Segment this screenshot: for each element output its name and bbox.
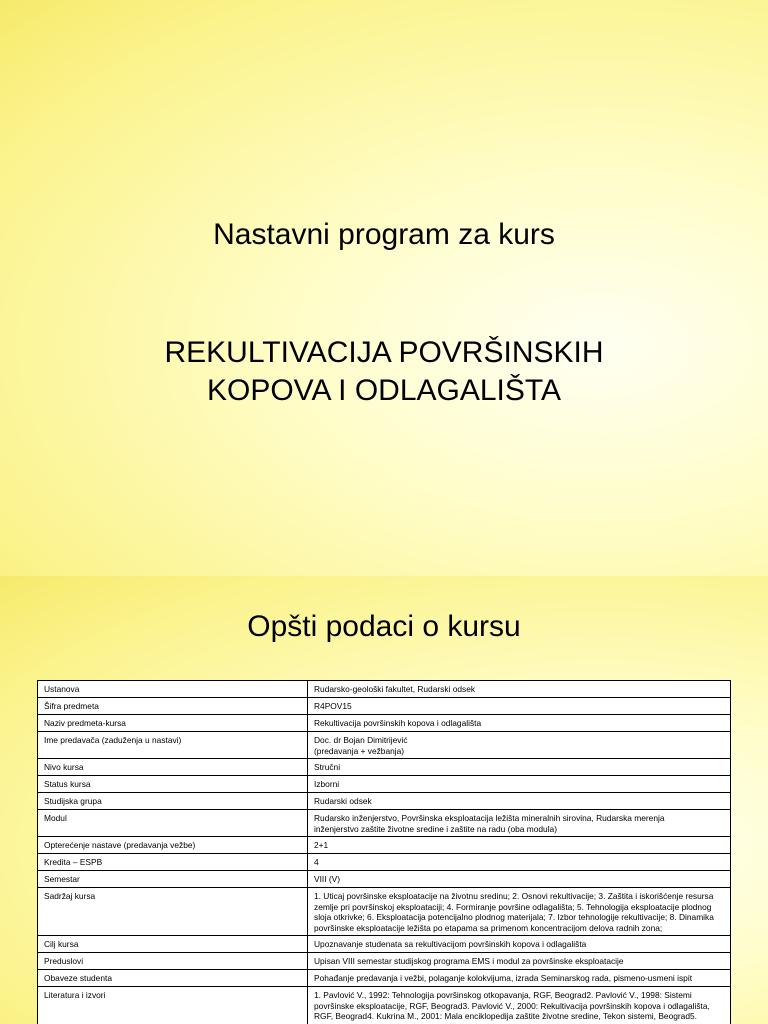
table-row (38, 681, 731, 698)
row-label: Naziv predmeta-kursa (38, 715, 308, 732)
row-value: Upoznavanje studenata sa rekultivacijom površinskih kopova i odlagališta (308, 936, 731, 953)
row-value: Upisan VIII semestar studijskog programa EMS i modul za površinske eksploatacije (308, 953, 731, 970)
row-value: 4 (308, 854, 731, 871)
table-row (38, 854, 731, 871)
course-title-line-1: REKULTIVACIJA POVRŠINSKIH (164, 336, 604, 369)
row-label: Obaveze studenta (38, 970, 308, 987)
course-title-line-2: KOPOVA I ODLAGALIŠTA (206, 374, 561, 407)
table-row (38, 837, 731, 854)
row-value: Rudarski odsek (308, 793, 731, 810)
row-label: Status kursa (38, 776, 308, 793)
row-value: VIII (V) (308, 871, 731, 888)
row-value: Pohađanje predavanja i vežbi, polaganje kolokvijuma, izrada Seminarskog rada, pismeno-usmeni ispit (308, 970, 731, 987)
row-label: Opterećenje nastave (predavanja vežbe) (38, 837, 308, 854)
course-title (0, 334, 768, 410)
row-value: Stručni (308, 759, 731, 776)
row-value: 1. Pavlović V., 1992: Tehnologija površinskog otkopavanja, RGF, Beograd2. Pavlović V., 1998: Sistemi površinske eksploatacije, RGF, Beograd3. Pavlović V., 2000: Rekultivacija površinskih kopova i odlagališta, RGF, Beograd4. Kukrina M., 2001: Mala enciklopedija zaštite životne sredine, Tekon sistemi, Beograd5. (308, 987, 731, 1024)
row-value: Doc. dr Bojan Dimitrijević (predavanja + vežbanja) (308, 732, 731, 759)
row-label: Semestar (38, 871, 308, 888)
row-label: Šifra predmeta (38, 698, 308, 715)
row-value: Rudarsko inženjerstvo, Površinska eksploatacija ležišta mineralnih sirovina, Rudarska merenja inženjerstvo zaštite životne sredine i zaštite na radu (oba modula) (308, 810, 731, 837)
row-label: Ime predavača (zaduženja u nastavi) (38, 732, 308, 759)
row-label: Preduslovi (38, 953, 308, 970)
row-label: Nivo kursa (38, 759, 308, 776)
table-row (38, 970, 731, 987)
slide-title-heading: Nastavni program za kurs (213, 218, 555, 251)
table-row (38, 953, 731, 970)
table-row (38, 871, 731, 888)
table-row (38, 888, 731, 936)
table-row (38, 715, 731, 732)
row-value: R4POV15 (308, 698, 731, 715)
row-value: 1. Uticaj površinske eksploatacije na životnu sredinu; 2. Osnovi rekultivacije; 3. Zaštita i iskorišćenje resursa zemlje pri površinskoj eksploataciji; 4. Formiranje površine odlagališta; 5. Tehnologija eksploatacije plodnog sloja otkrivke; 6. Eksploatacija potencijalno plodnog materijala; 7. Izbor tehnologije rekultivacije; 8. Dinamika površinske eksploatacije ležišta po etapama sa primenom koncentracijom delova radnih zona; (308, 888, 731, 936)
row-value: Rekultivacija površinskih kopova i odlagališta (308, 715, 731, 732)
table-row (38, 936, 731, 953)
row-label: Modul (38, 810, 308, 837)
course-info-table (37, 680, 731, 1024)
table-row (38, 776, 731, 793)
row-value: 2+1 (308, 837, 731, 854)
table-row (38, 987, 731, 1024)
row-label: Literatura i izvori (38, 987, 308, 1024)
table-row (38, 793, 731, 810)
general-info-heading: Opšti podaci o kursu (247, 610, 521, 643)
table-row (38, 759, 731, 776)
slide-general-info (0, 576, 768, 1024)
row-value: Rudarsko-geološki fakultet, Rudarski odsek (308, 681, 731, 698)
table-row (38, 698, 731, 715)
row-value: Izborni (308, 776, 731, 793)
row-label: Cilj kursa (38, 936, 308, 953)
row-label: Studijska grupa (38, 793, 308, 810)
table-row (38, 732, 731, 759)
row-label: Ustanova (38, 681, 308, 698)
row-label: Kredita – ESPB (38, 854, 308, 871)
table-row (38, 810, 731, 837)
row-label: Sadržaj kursa (38, 888, 308, 936)
